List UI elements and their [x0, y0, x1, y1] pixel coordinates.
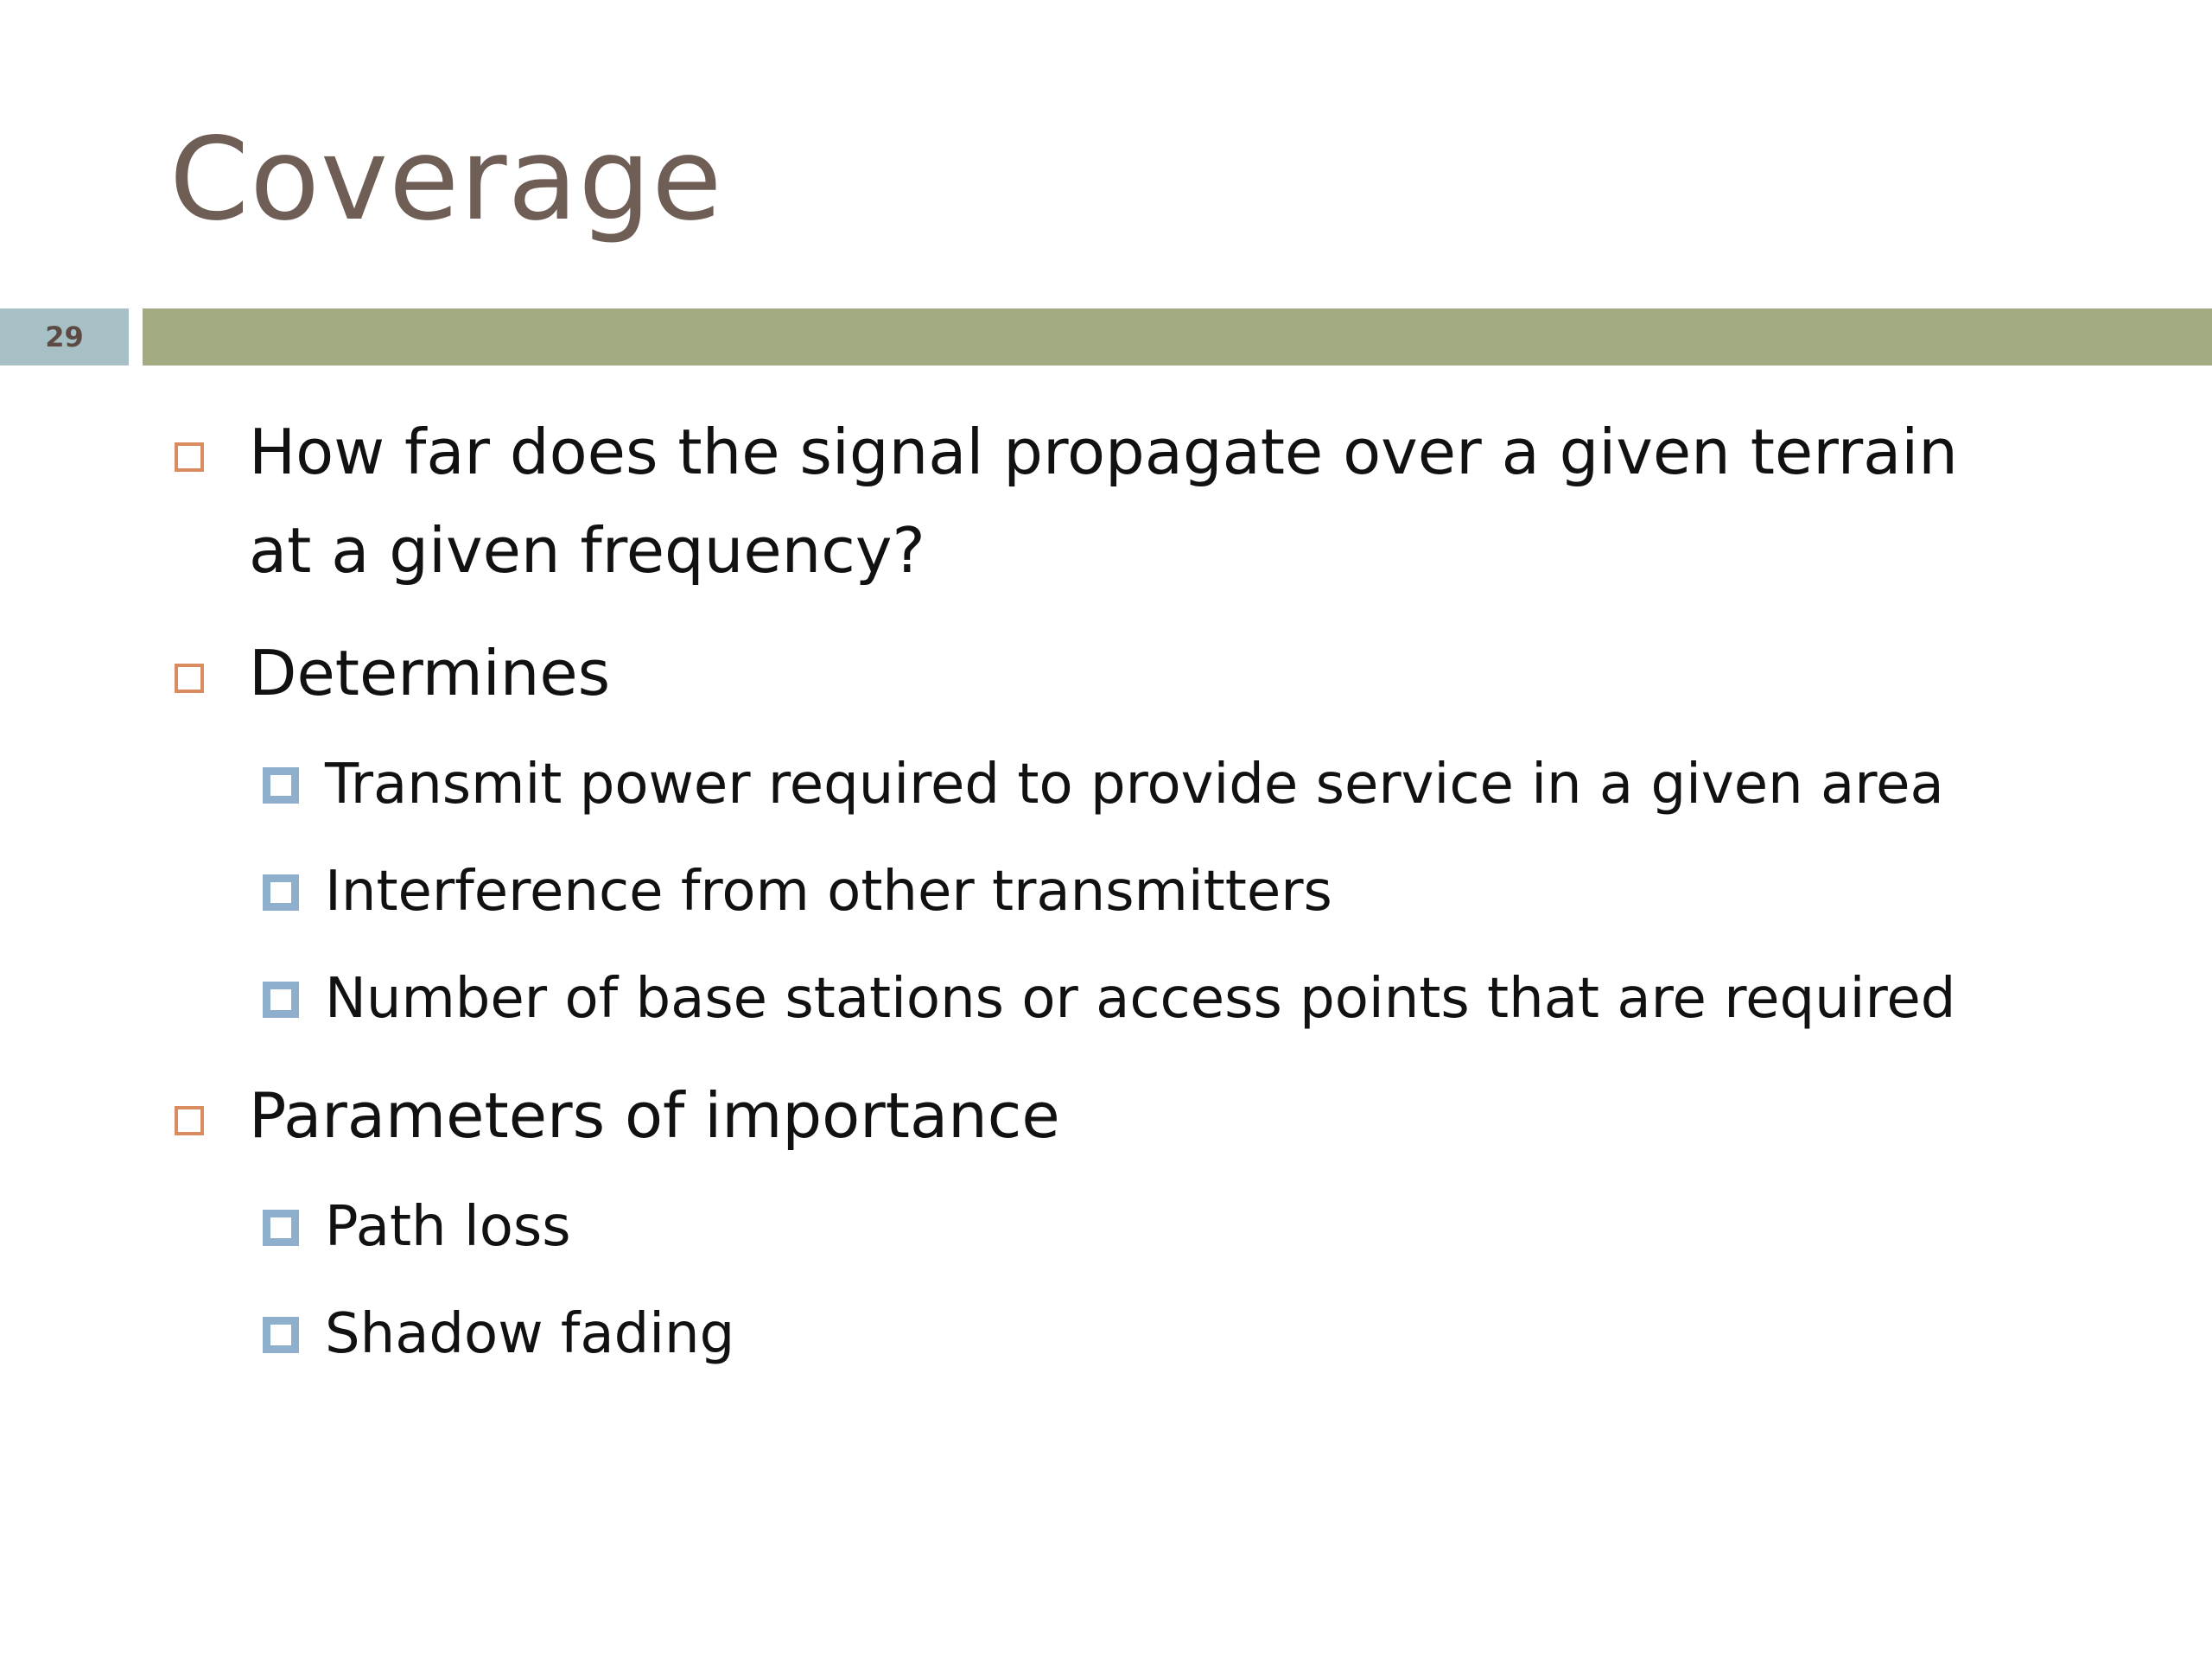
square-sub-bullet-icon: [263, 874, 299, 911]
sub-bullet-path-loss: Path loss: [325, 1195, 571, 1259]
bullet-parameters: Parameters of importance: [249, 1079, 1060, 1152]
bullet-question-line2: at a given frequency?: [249, 514, 925, 587]
page-number: 29: [0, 308, 129, 365]
square-sub-bullet-icon: [263, 767, 299, 804]
square-sub-bullet-icon: [263, 1210, 299, 1246]
sub-bullet-base-stations: Number of base stations or access points that are required: [325, 967, 1956, 1031]
sub-bullet-interference: Interference from other transmitters: [325, 860, 1332, 924]
sub-bullet-transmit-power: Transmit power required to provide service in a given area: [325, 753, 1944, 817]
slide-title: Coverage: [169, 113, 723, 246]
square-bullet-icon: [175, 1106, 204, 1135]
sub-bullet-shadow-fading: Shadow fading: [325, 1302, 735, 1366]
square-bullet-icon: [175, 442, 204, 472]
square-sub-bullet-icon: [263, 982, 299, 1018]
bullet-determines: Determines: [249, 637, 611, 709]
square-bullet-icon: [175, 664, 204, 693]
bullet-question-line1: How far does the signal propagate over a given terrain: [249, 416, 1958, 488]
square-sub-bullet-icon: [263, 1317, 299, 1353]
